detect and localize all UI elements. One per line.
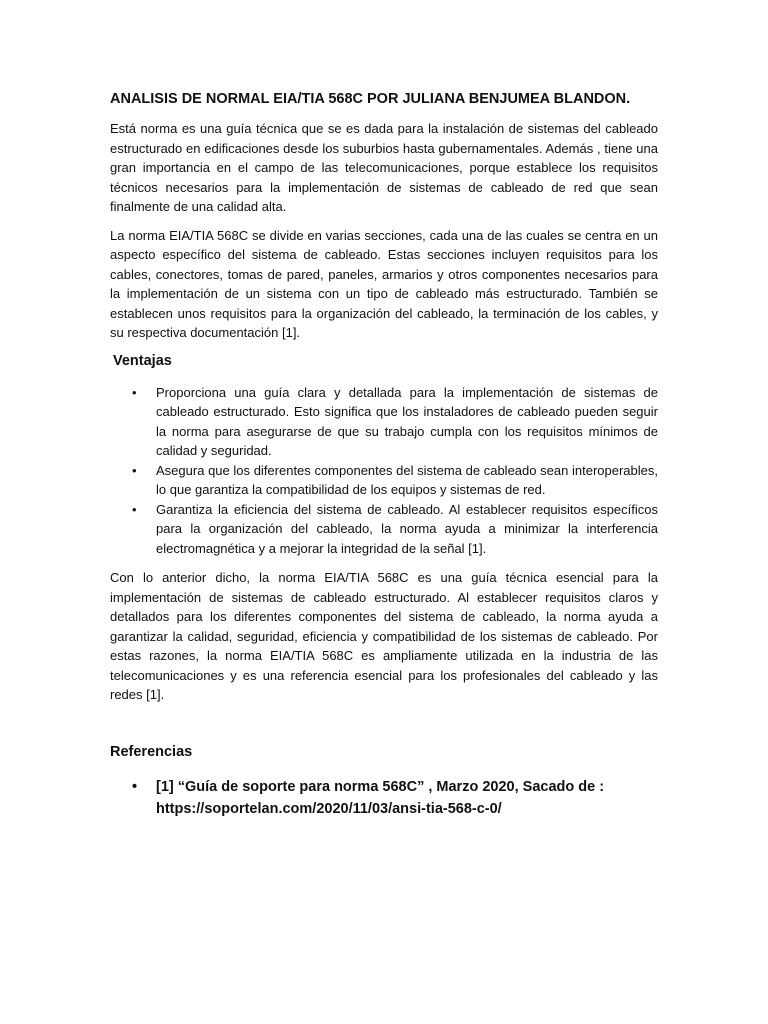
- list-item: [110, 500, 658, 559]
- ventajas-heading: Ventajas: [113, 352, 172, 369]
- ventajas-list: [110, 383, 658, 559]
- reference-url[interactable]: https://soportelan.com/2020/11/03/ansi-tia-568-c-0/: [156, 800, 502, 817]
- list-item: [110, 383, 658, 461]
- bullet-icon: •: [132, 462, 137, 478]
- bullet-icon: •: [132, 384, 137, 400]
- document-title: ANALISIS DE NORMAL EIA/TIA 568C POR JULIANA BENJUMEA BLANDON.: [110, 91, 631, 107]
- referencias-list: [110, 776, 658, 820]
- list-item-text: Asegura que los diferentes componentes del sistema de cableado sean interoperables, lo que garantiza la compatibilidad de los equipos y sistemas de red.: [156, 462, 658, 497]
- bullet-icon: •: [132, 778, 138, 795]
- reference-text: [1] “Guía de soporte para norma 568C” , Marzo 2020, Sacado de :: [156, 778, 605, 795]
- list-item-text: Garantiza la eficiencia del sistema de cableado. Al establecer requisitos específicos para la organización del cableado, la norma ayuda a minimizar la interferencia electromagnética y a mejorar la integridad de la señal [1].: [156, 501, 658, 556]
- referencias-heading: Referencias: [110, 743, 193, 760]
- document-page: [110, 90, 658, 820]
- intro-paragraph: Está norma es una guía técnica que se es dada para la instalación de sistemas del cableado estructurado en edificaciones desde los suburbios hasta gubernamentales. Además , tiene una gran importancia en el campo de las telecomunicaciones, porque establece los requisitos técnicos necesarios para la implementación de sistemas de cableado de red que sean finalmente de una calidad alta.: [110, 121, 658, 214]
- reference-item: [110, 776, 658, 820]
- bullet-icon: •: [132, 501, 137, 517]
- list-item-text: Proporciona una guía clara y detallada para la implementación de sistemas de cableado estructurado. Esto significa que los instaladores de cableado pueden seguir la norma para asegurarse de que su trabajo cumpla con los requisitos mínimos de calidad y seguridad.: [156, 384, 658, 458]
- sections-paragraph: La norma EIA/TIA 568C se divide en varias secciones, cada una de las cuales se centra en un aspecto específico del sistema de cableado. Estas secciones incluyen requisitos para los cables, conectores, tomas de pared, paneles, armarios y otros componentes necesarios para la implementación de un sistema con un tipo de cableado más estructurado. También se establecen unos requisitos para la organización del cableado, la terminación de los cables, y su respectiva documentación [1].: [110, 227, 658, 340]
- list-item: [110, 461, 658, 500]
- conclusion-paragraph: Con lo anterior dicho, la norma EIA/TIA 568C es una guía técnica esencial para la implementación de sistemas de cableado estructurado. Al establecer requisitos claros y detallados para los diferentes componentes del sistema de cableado, la norma ayuda a garantizar la calidad, seguridad, eficiencia y compatibilidad de los sistemas de cableado. Por estas razones, la norma EIA/TIA 568C es ampliamente utilizada en la industria de las telecomunicaciones y es una referencia esencial para los profesionales del cableado y las redes [1].: [110, 570, 658, 702]
